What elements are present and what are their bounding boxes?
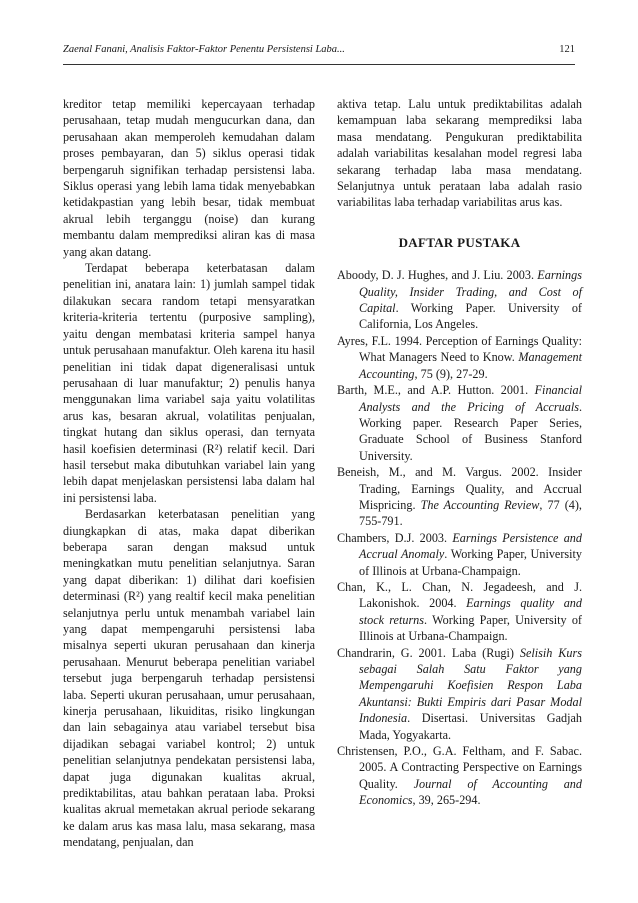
reference-item: Chambers, D.J. 2003. Earnings Persistence and Accrual Anomaly. Working Paper, University of Illinois at Urbana-Champaign. [337,530,582,578]
page-number: 121 [559,44,575,55]
reference-item: Chan, K., L. Chan, N. Jegadeesh, and J. Lakonishok. 2004. Earnings quality and stock returns. Working Paper, University of Illinois at Urbana-Champaign. [337,579,582,644]
right-column [337,96,582,809]
running-header [63,44,575,60]
reference-item: Christensen, P.O., G.A. Feltham, and F. Sabac. 2005. A Contracting Perspective on Earnings Quality. Journal of Accounting and Economics, 39, 265-294. [337,744,582,808]
running-title: Zaenal Fanani, Analisis Faktor-Faktor Penentu Persistensi Laba... [63,44,345,55]
body-paragraph: Berdasarkan keterbatasan penelitian yang diungkapkan di atas, maka dapat diberikan beberapa saran dengan maksud untuk meningkatkan mutu penelitian selanjutnya. Saran yang dapat diberikan: 1) dilihat dari koefisien determinasi (R²) yang realtif kecil maka penelitian selanjutnya perlu untuk menambah variabel lain yang dapat mempengaruhi persistensi laba misalnya seperti ukuran perusahaan dan kinerja perusahaan. Menurut beberapa penelitian variabel tersebut juga berpengaruh terhadap persistensi laba. Seperti ukuran perusahaan, umur perusahaan, kinerja perusahaan, likuiditas, risiko lingkungan dan lain sebagainya atau variabel tersebut bisa dijadikan sebagai variabel kontrol; 2) untuk penelitian selanjutnya pendekatan persistensi laba, dapat juga digunakan kualitas akrual, prediktabilitas, atau bahkan perataan laba. Proksi kualitas akrual memetakan akrual periode sekarang ke dalam arus kas masa lalu, masa sekarang, masa mendatang, penjualan, dan [63,507,315,850]
body-paragraph: aktiva tetap. Lalu untuk prediktabilitas adalah kemampuan laba sekarang memprediksi laba masa mendatang. Pengukuran prediktabilita adalah variabilitas kesalahan model regresi laba sekarang terhadap laba masa mendatang. Selanjutnya untuk perataan laba adalah rasio variabilitas laba terhadap variabilitas arus kas. [337,97,582,210]
header-rule [63,64,575,65]
reference-item: Aboody, D. J. Hughes, and J. Liu. 2003. Earnings Quality, Insider Trading, and Cost of Capital. Working Paper. University of California, Los Angeles. [337,268,582,332]
reference-heading: DAFTAR PUSTAKA [398,234,521,250]
reference-item: Chandrarin, G. 2001. Laba (Rugi) Selisih Kurs sebagai Salah Satu Faktor yang Mempengaruhi Koefisien Respon Laba Akuntansi: Bukti Empiris dari Pasar Modal Indonesia. Disertasi. Universitas Gadjah Mada, Yogyakarta. [337,645,582,742]
body-paragraph: Terdapat beberapa keterbatasan dalam penelitian ini, anatara lain: 1) jumlah sampel tidak dilakukan secara random tetapi mensyaratkan kriteria-kriteria tertentu (purposive sampling), yaitu dengan membatasi kriteria sampel hanya untuk perusahaan manufaktur. Oleh karena itu hasil penelitian ini tidak dapat digeneralisasi untuk perusahaan di luar manufaktur; 2) penulis hanya menggunakan lima variabel saja yaitu volatilitas arus kas, besaran akrual, volatilitas penjualan, tingkat hutang dan siklus operasi, dan ternyata hasil koefisien determinasi (R²) relatif kecil. Dari hasil tersebut maka dibutuhkan variabel lain yang lebih dapat menjelaskan persistensi laba dalam hal ini persistensi laba. [63,261,315,505]
left-column [63,96,315,851]
reference-item: Beneish, M., and M. Vargus. 2002. Insider Trading, Earnings Quality, and Accrual Mispricing. The Accounting Review, 77 (4), 755-791. [337,465,582,529]
body-paragraph: kreditor tetap memiliki kepercayaan terhadap perusahaan, tetap mudah mengucurkan dana, dan perusahaan akan memperoleh kemudahan dalam proses pembayaran, dan 5) siklus operasi tidak berpengaruh signifikan terhadap persistensi laba. Siklus operasi yang lebih lama tidak menyebabkan ketidakpastian yang lebih besar, tidak membuat akrual lebih terganggu (noise) dan kurang membantu dalam memprediksi aliran kas di masa yang akan datang. [63,97,315,259]
reference-list [337,267,582,808]
reference-item: Barth, M.E., and A.P. Hutton. 2001. Financial Analysts and the Pricing of Accruals. Working paper. Research Paper Series, Graduate School of Business Stanford University. [337,383,582,463]
reference-item: Ayres, F.L. 1994. Perception of Earnings Quality: What Managers Need to Know. Management Accounting, 75 (9), 27-29. [337,333,582,381]
